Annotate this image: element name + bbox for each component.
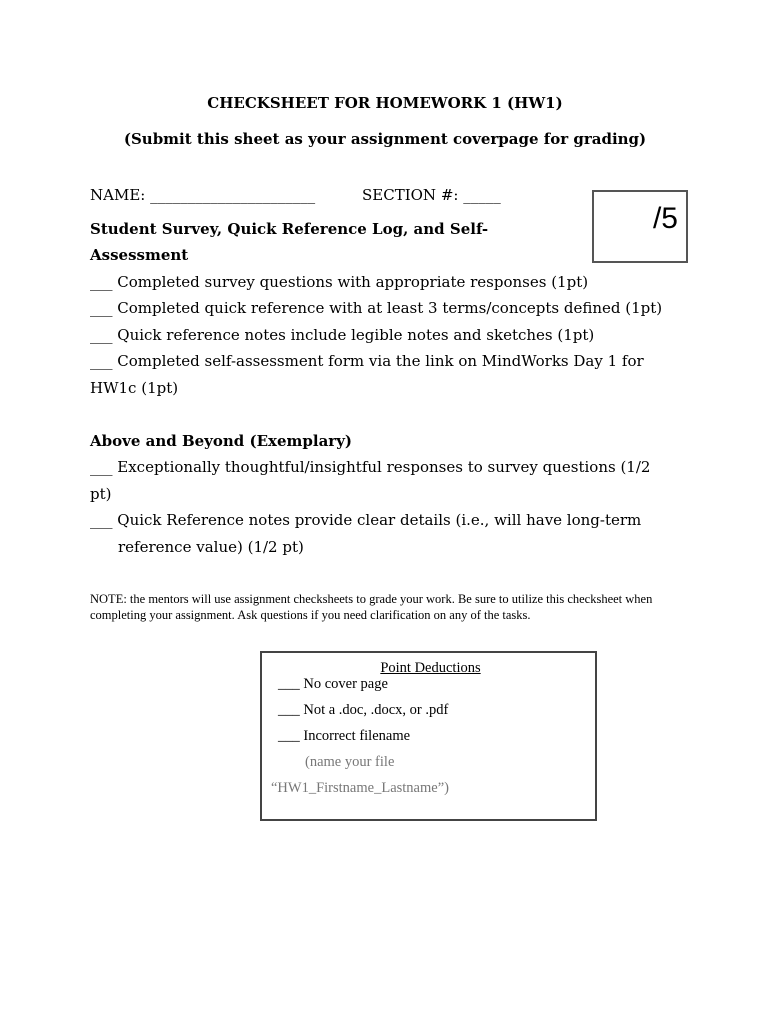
checklist-item-cont: reference value) (1/2 pt) bbox=[118, 538, 304, 556]
name-field[interactable]: NAME: ______________________ bbox=[90, 186, 316, 204]
deduction-item: ___ Not a .doc, .docx, or .pdf bbox=[278, 702, 449, 718]
checklist-item-cont: pt) bbox=[90, 485, 112, 503]
checklist-item: ___ Exceptionally thoughtful/insightful responses to survey questions (1/2 bbox=[90, 458, 651, 476]
checklist-item: ___ Completed quick reference with at least 3 terms/concepts defined (1pt) bbox=[90, 299, 663, 317]
section-heading-survey: Student Survey, Quick Reference Log, and Self- bbox=[90, 220, 489, 238]
page-title: CHECKSHEET FOR HOMEWORK 1 (HW1) bbox=[207, 94, 563, 112]
checklist-item-cont: HW1c (1pt) bbox=[90, 379, 179, 397]
checklist-item: ___ Completed survey questions with appropriate responses (1pt) bbox=[90, 273, 589, 291]
checklist-item: ___ Quick Reference notes provide clear details (i.e., will have long-term bbox=[90, 511, 642, 529]
deduction-item: ___ No cover page bbox=[278, 676, 388, 692]
section-number-field[interactable]: SECTION #: _____ bbox=[362, 186, 501, 204]
filename-hint: (name your file bbox=[305, 754, 395, 770]
score-box bbox=[592, 190, 688, 263]
filename-hint-cont: “HW1_Firstname_Lastname”) bbox=[271, 780, 449, 796]
checklist-item: ___ Quick reference notes include legible notes and sketches (1pt) bbox=[90, 326, 595, 344]
checklist-item: ___ Completed self-assessment form via the link on MindWorks Day 1 for bbox=[90, 352, 644, 370]
section-heading-exemplary: Above and Beyond (Exemplary) bbox=[90, 432, 353, 450]
point-deductions-box bbox=[260, 651, 597, 821]
note-paragraph: NOTE: the mentors will use assignment checksheets to grade your work. Be sure to utilize this checksheet when completing your assignment. Ask questions if you need clarification on any of the tasks. bbox=[90, 592, 653, 622]
point-deductions-title: Point Deductions bbox=[380, 660, 481, 676]
section-heading-survey-cont: Assessment bbox=[90, 246, 189, 264]
page-subtitle: (Submit this sheet as your assignment coverpage for grading) bbox=[123, 130, 647, 148]
score-total: /5 bbox=[652, 202, 678, 235]
deduction-item: ___ Incorrect filename bbox=[278, 728, 411, 744]
